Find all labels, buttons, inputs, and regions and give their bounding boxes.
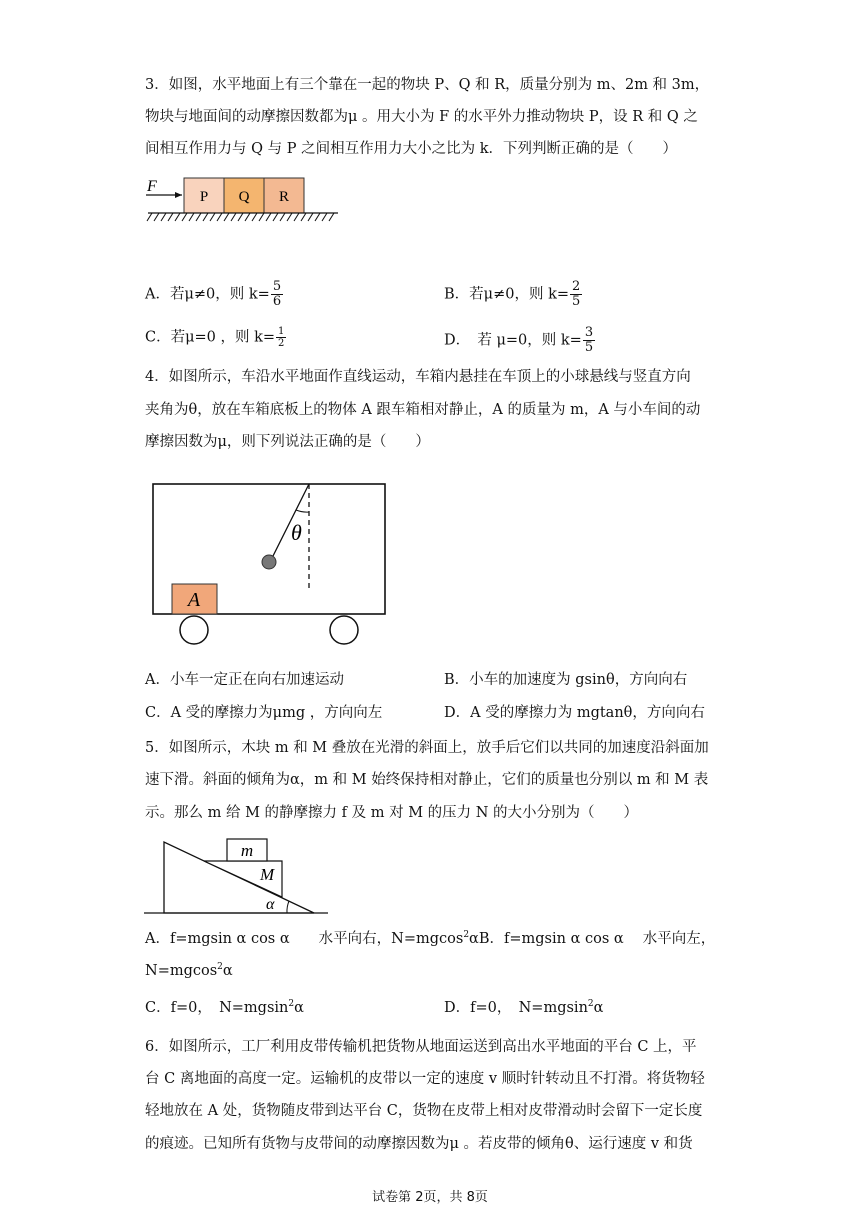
alpha-label: α: [266, 896, 275, 913]
pendulum-string: [270, 484, 309, 562]
q4-option-d: D．A 受的摩擦力为 mgtanθ，方向向右: [444, 705, 705, 721]
q5-option-c: C．f=0， N=mgsin$^2$α: [145, 999, 304, 1016]
q4-option-c: C．A 受的摩擦力为μmg ，方向向左: [145, 705, 383, 721]
q5-option-d: D．f=0， N=mgsin$^2$α: [444, 999, 604, 1016]
q3-figure: [144, 174, 344, 224]
q5-option-ab-line2: N=mgcos$^2$α: [145, 962, 233, 979]
pendulum-ball: [262, 555, 276, 569]
q4-line-3: 摩擦因数为μ，则下列说法正确的是（ ）: [145, 434, 430, 450]
q3-line-3: 间相互作用力与 Q 与 P 之间相互作用力大小之比为 k．下列判断正确的是（ ）: [145, 141, 677, 157]
q5-line-2: 速下滑。斜面的倾角为α，m 和 M 始终保持相对静止，它们的质量也分别以 m 和 M 表: [145, 772, 709, 788]
q5-line-1: 5．如图所示，木块 m 和 M 叠放在光滑的斜面上，放手后它们以共同的加速度沿斜面加: [145, 740, 709, 756]
block-r-label: R: [278, 189, 290, 205]
q4-line-2: 夹角为θ，放在车箱底板上的物体 A 跟车箱相对静止，A 的质量为 m，A 与小车间的动: [145, 402, 701, 418]
big-m-label: M: [260, 865, 275, 884]
block-p-label: P: [199, 189, 209, 205]
q6-line-3: 轻地放在 A 处，货物随皮带到达平台 C，货物在皮带上相对皮带滑动时会留下一定长度: [145, 1103, 703, 1119]
q5-option-ab-line1: A．f=mgsin α cos α 水平向右，N=mgcos$^2$αB．f=mgsin α cos α 水平向左，: [145, 930, 716, 947]
q6-line-1: 6．如图所示，工厂利用皮带传输机把货物从地面运送到高出水平地面的平台 C 上，平: [145, 1039, 697, 1055]
q3-option-a: A．若μ≠0，则 k= $\frac{5}{6}$: [145, 279, 282, 309]
q3-force-label: F: [147, 178, 157, 195]
block-q-label: Q: [238, 189, 250, 205]
block-a-label: A: [187, 589, 201, 611]
q4-line-1: 4．如图所示，车沿水平地面作直线运动，车箱内悬挂在车顶上的小球悬线与竖直方向: [145, 369, 691, 385]
q5-line-3: 示。那么 m 给 M 的静摩擦力 f 及 m 对 M 的压力 N 的大小分别为（ ）: [145, 805, 639, 821]
q4-option-a: A．小车一定正在向右加速运动: [145, 672, 344, 688]
small-m-label: m: [240, 841, 254, 860]
q4-option-b: B．小车的加速度为 gsinθ，方向向右: [444, 672, 688, 688]
q3-line-1: 3．如图，水平地面上有三个靠在一起的物块 P、Q 和 R，质量分别为 m、2m 和 3m，: [145, 77, 710, 93]
q3-option-c: C．若μ=0 ，则 k= $\frac{1}{2}$: [145, 326, 285, 349]
q6-line-4: 的痕迹。已知所有货物与皮带间的动摩擦因数为μ 。若皮带的倾角θ、运行速度 v 和货: [145, 1136, 693, 1152]
q6-line-2: 台 C 离地面的高度一定。运输机的皮带以一定的速度 v 顺时针转动且不打滑。将货物轻: [145, 1071, 705, 1087]
right-wheel: [330, 616, 358, 644]
q4-figure: [150, 478, 390, 648]
q3-line-2: 物块与地面间的动摩擦因数都为μ 。用大小为 F 的水平外力推动物块 P，设 R 和 Q 之: [145, 109, 698, 125]
page-footer: 试卷第 2页，共 8页: [372, 1190, 488, 1205]
q3-option-d: D． 若 μ=0，则 k= $\frac{3}{5}$: [444, 325, 594, 355]
left-wheel: [180, 616, 208, 644]
q5-figure: [142, 838, 332, 918]
angle-theta-label: θ: [291, 520, 302, 545]
q3-option-b: B．若μ≠0，则 k= $\frac{2}{5}$: [444, 279, 581, 309]
